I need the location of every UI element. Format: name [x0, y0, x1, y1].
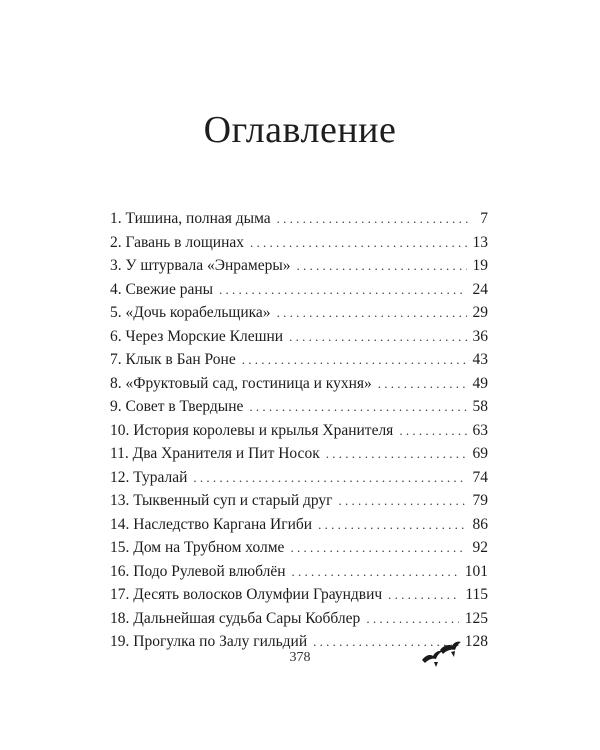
toc-entry-title: 7. Клык в Бан Роне: [110, 351, 236, 368]
toc-entry-title: 4. Свежие раны: [110, 280, 214, 298]
toc-entry: [110, 348, 488, 372]
toc-entry: [110, 278, 488, 302]
toc-entry-title: 16. Подо Рулевой влюблён: [110, 562, 286, 580]
toc-entry-title: 19. Прогулка по Залу гильдий: [110, 633, 308, 650]
toc-entry-page: 74: [472, 468, 488, 486]
toc-entry-title: 10. История королевы и крылья Хранителя: [110, 421, 394, 439]
toc-entry-page: 58: [472, 398, 488, 415]
toc-entry-title: 17. Десять волосков Олумфии Граундвич: [110, 586, 383, 603]
toc-entry-page: 19: [472, 257, 488, 274]
toc-entry: [110, 231, 488, 255]
toc-dot-leader: [292, 560, 459, 584]
page-number: 378: [289, 650, 311, 665]
toc-dot-leader: [193, 466, 466, 490]
toc-entry-title: 11. Два Хранителя и Пит Носок: [110, 445, 320, 462]
toc-entry-page: 92: [472, 539, 488, 556]
toc-dot-leader: [277, 207, 472, 231]
toc-entry-title: 14. Наследство Каргана Игиби: [110, 515, 313, 533]
toc-entry: [110, 536, 488, 560]
toc-entry: [110, 254, 488, 278]
toc-entry: [110, 607, 488, 631]
toc-entry-page: 101: [464, 562, 488, 580]
page-title: Оглавление: [203, 109, 397, 151]
toc-entry-title: 13. Тыквенный суп и старый друг: [110, 492, 333, 509]
toc-entry-page: 49: [472, 374, 488, 392]
toc-entry-page: 43: [472, 351, 488, 368]
toc-entry: [110, 372, 488, 396]
toc-entry-title: 15. Дом на Трубном холме: [110, 539, 285, 556]
toc-dot-leader: [290, 536, 466, 560]
toc-entry: [110, 466, 488, 490]
toc-entry-page: 86: [472, 515, 488, 533]
toc-entry-page: 115: [465, 586, 488, 603]
toc-entry-title: 12. Туралай: [110, 468, 188, 486]
toc-entry: [110, 442, 488, 466]
toc-entry: [110, 513, 488, 537]
toc-entry-page: 128: [464, 633, 488, 650]
toc-entry-title: 9. Совет в Твердыне: [110, 398, 244, 415]
birds-ornament-icon: [420, 640, 462, 668]
toc-dot-leader: [296, 254, 466, 278]
toc-dot-leader: [219, 278, 466, 302]
toc-entry: [110, 395, 488, 419]
toc-entry-page: 125: [464, 609, 488, 627]
toc-dot-leader: [318, 513, 466, 537]
toc-dot-leader: [242, 348, 467, 372]
toc-entry-page: 69: [472, 445, 488, 462]
toc-entry: [110, 301, 488, 325]
toc-entry-page: 36: [472, 327, 488, 345]
toc-dot-leader: [339, 489, 467, 513]
toc-dot-leader: [388, 583, 459, 607]
toc-entry-title: 18. Дальнейшая судьба Сары Кобблер: [110, 609, 361, 627]
toc-dot-leader: [326, 442, 467, 466]
toc-entry-title: 8. «Фруктовый сад, гостиница и кухня»: [110, 374, 372, 392]
toc-entry: [110, 560, 488, 584]
toc-entry-page: 63: [472, 421, 488, 439]
toc-dot-leader: [399, 419, 466, 443]
toc-dot-leader: [378, 372, 467, 396]
toc-entry: [110, 583, 488, 607]
toc-entry-title: 6. Через Морские Клешни: [110, 327, 284, 345]
toc-entry-title: 1. Тишина, полная дыма: [110, 210, 271, 227]
toc-entry: [110, 325, 488, 349]
toc-dot-leader: [249, 395, 466, 419]
toc-entry-page: 29: [472, 304, 488, 321]
toc-entry-page: 7: [480, 210, 488, 227]
toc-entry-title: 2. Гавань в лощинах: [110, 233, 245, 251]
toc-entry-page: 79: [472, 492, 488, 509]
toc-entry: [110, 419, 488, 443]
toc-entry-page: 13: [472, 233, 488, 251]
toc-entry-title: 3. У штурвала «Энрамеры»: [110, 257, 291, 274]
table-of-contents: [110, 207, 488, 654]
toc-entry: [110, 207, 488, 231]
toc-entry-page: 24: [472, 280, 488, 298]
toc-dot-leader: [250, 231, 466, 255]
toc-entry: [110, 489, 488, 513]
toc-dot-leader: [366, 607, 458, 631]
toc-dot-leader: [289, 325, 466, 349]
toc-dot-leader: [277, 301, 467, 325]
toc-entry-title: 5. «Дочь корабельщика»: [110, 304, 271, 321]
